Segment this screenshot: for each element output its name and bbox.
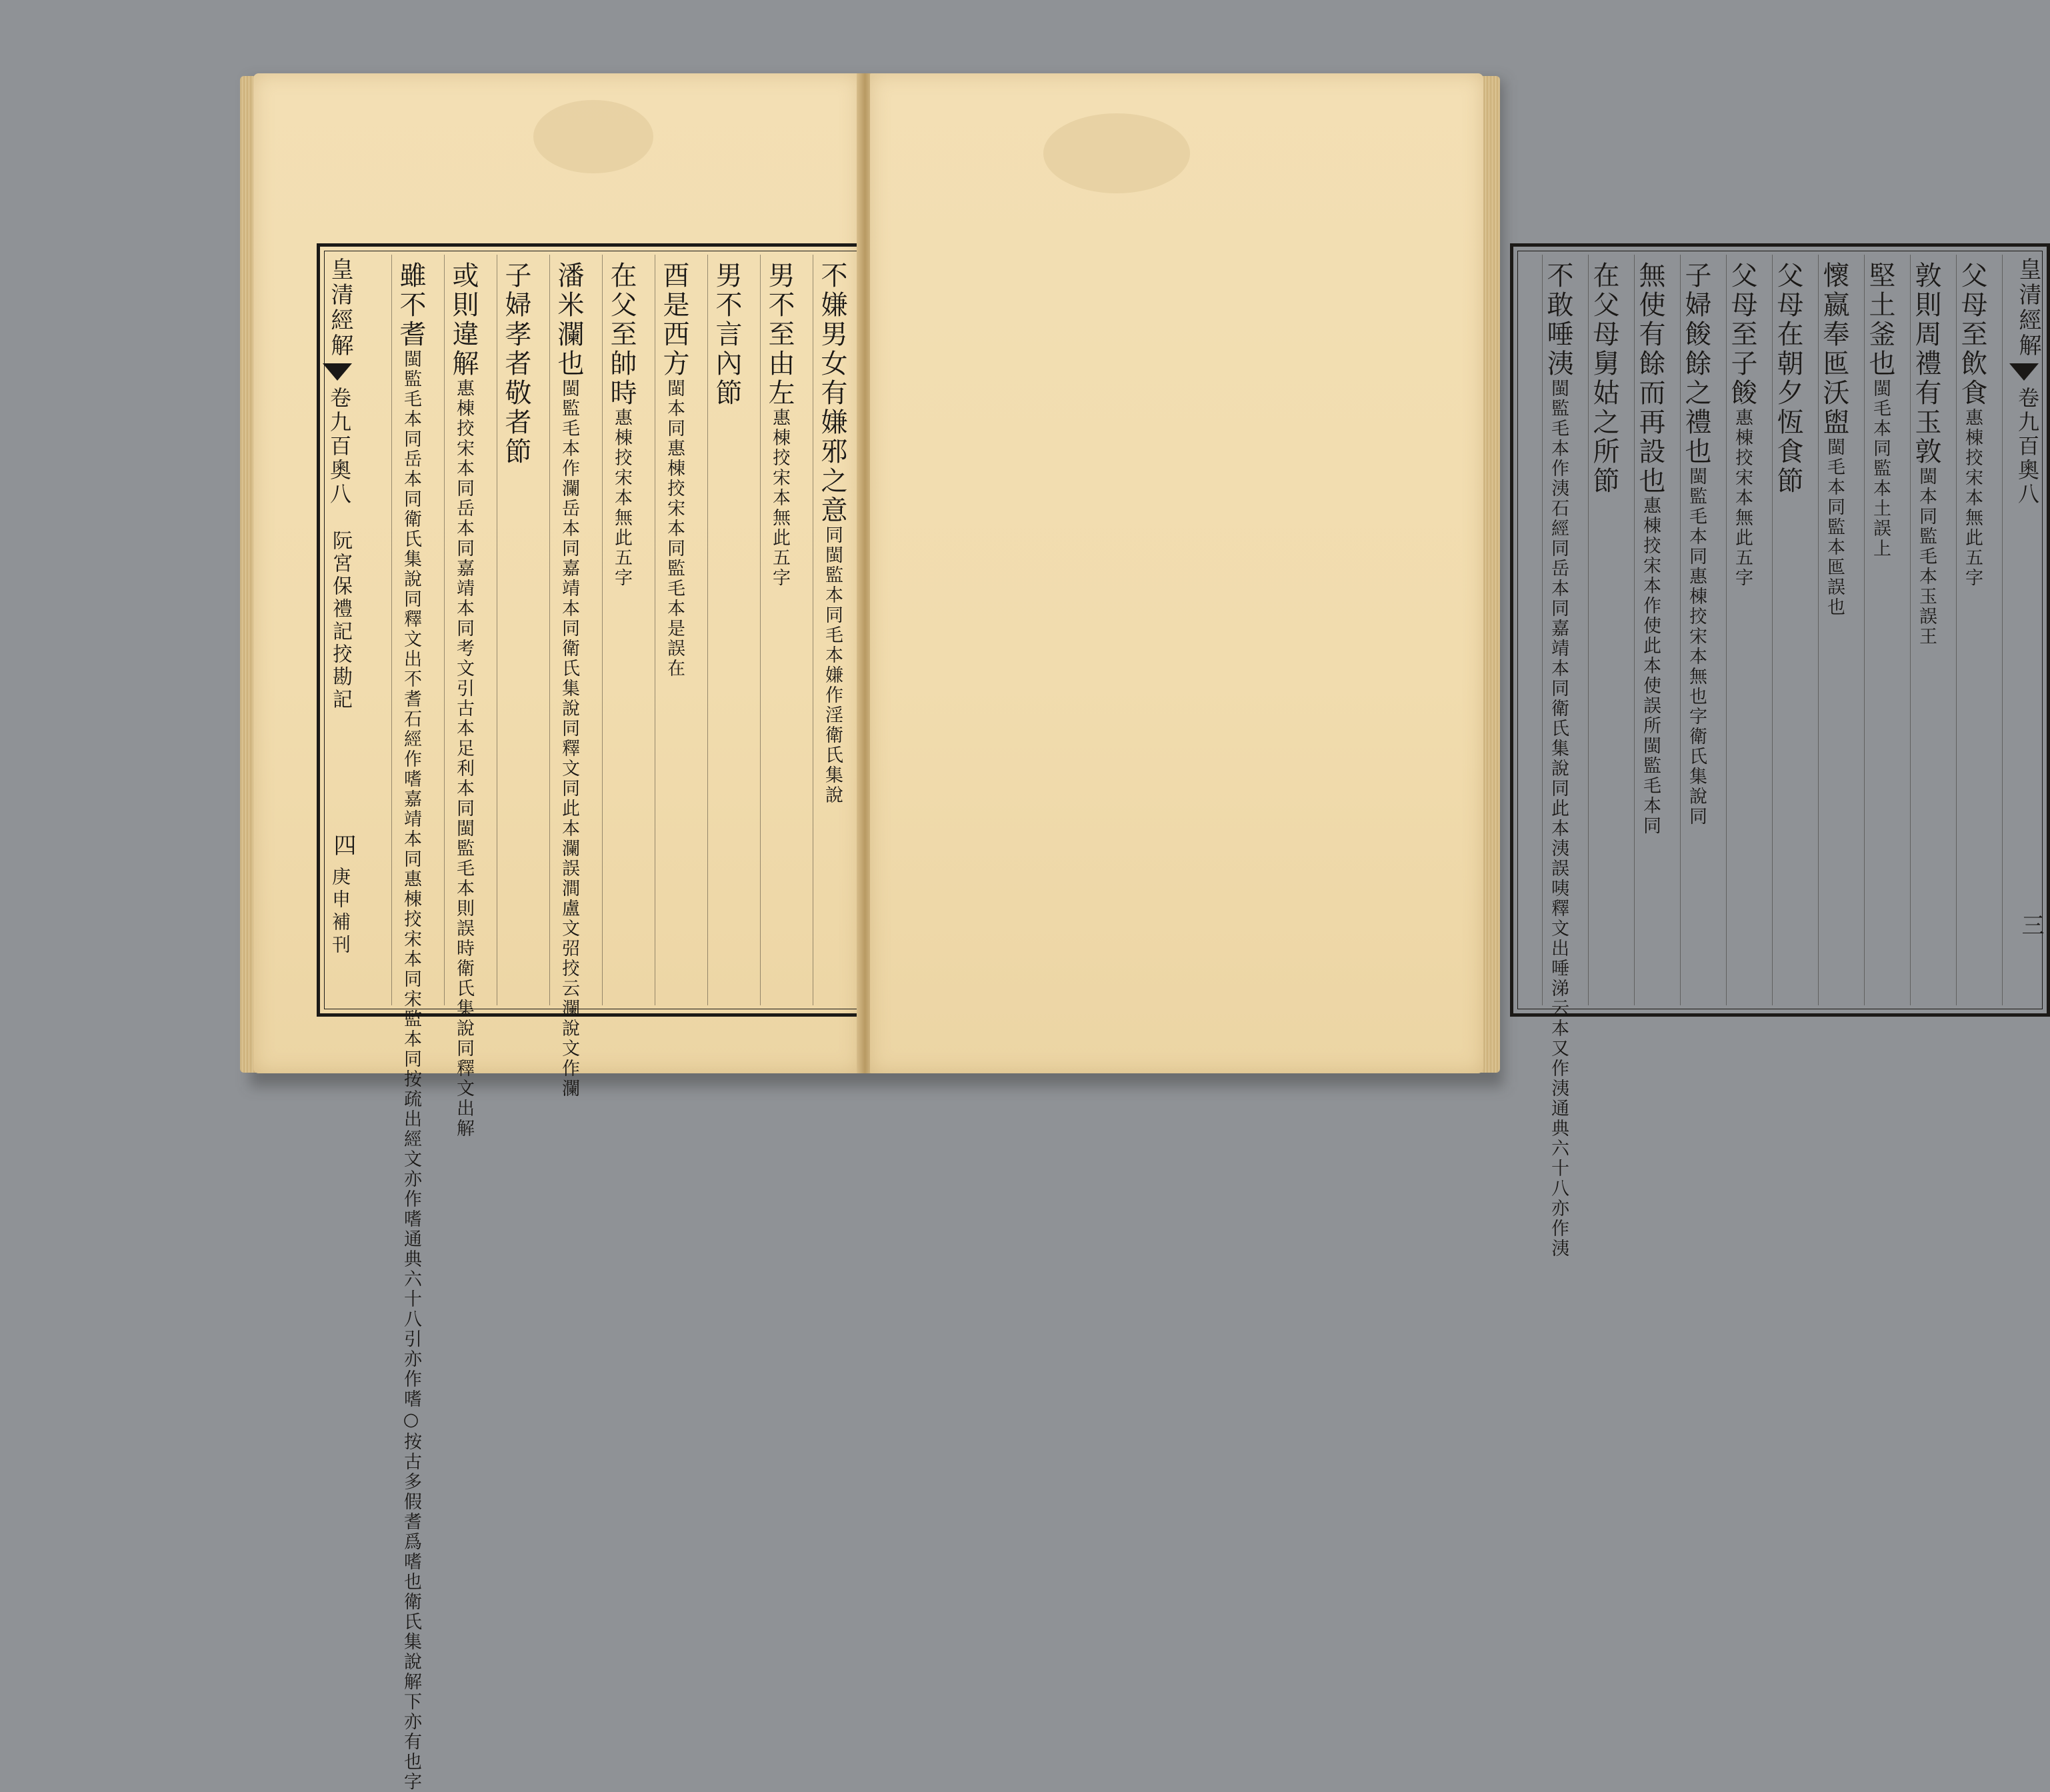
text-column [713,261,740,408]
right-page-frame [1510,243,2050,1259]
column-rule [2002,255,2003,1005]
main-text: 堅土釜也 [1865,261,1895,379]
commentary-text: 閩毛本同監本匜誤也 [1824,437,1845,617]
paper-stain [1043,113,1190,193]
main-text: 子婦孝者敬者節 [501,261,531,467]
main-text: 在父母舅姑之所節 [1589,261,1619,496]
main-text: 父母在朝夕恆食節 [1773,261,1803,496]
commentary-text: 同閩監本同毛本嫌作淫衛氏集說 [822,525,843,805]
column-rule [602,255,603,1005]
commentary-text: 惠棟挍宋本無此五字 [1732,408,1753,588]
main-text: 或則違解 [448,261,479,379]
main-text: 子婦餕餘之禮也 [1681,261,1711,467]
text-column [1867,261,1893,559]
text-column [1775,261,1801,496]
right-page [870,73,2044,1259]
main-text: 懷嬴奉匜沃盥 [1819,261,1849,437]
text-column [1591,261,1617,496]
left-author: 阮宮保禮記挍勘記 [329,530,352,711]
text-column [766,261,793,588]
text-column [1543,261,1573,1259]
commentary-text: 閩監毛本作洟石經同岳本同嘉靖本同衛氏集說同此本洟誤咦釋文出唾涕云本又作洟通典六十八亦作洟 [1548,379,1569,1259]
left-page-frame [317,243,867,1792]
main-text: 潘米瀾也 [553,261,584,379]
column-rule [391,255,392,1005]
text-column [819,261,845,805]
text-column [448,261,479,1139]
main-text: 敦則周禮有玉敦 [1911,261,1941,467]
open-book [240,67,2044,1792]
text-column [1637,261,1663,836]
right-folio: 三 [2017,913,2044,940]
main-text: 酉是西方 [659,261,689,379]
commentary-text: 閩本同惠棟挍宋本同監毛本是誤在 [664,379,685,679]
commentary-text: 閩本同監毛本玉誤王 [1916,467,1937,647]
column-rule [444,255,445,1005]
column-rule [707,255,708,1005]
text-column [503,261,529,467]
left-fish-tail [323,363,352,381]
text-column [553,261,584,1099]
commentary-text: 閩監毛本同岳本同衛氏集說同釋文出不耆石經作嗜嘉靖本同惠棟挍宋本同宋監本同按疏出經文亦作嗜通典六十八引亦作嗜○按古多假耆爲嗜也衛氏集說解下亦有也字 [401,349,421,1792]
column-rule [760,255,761,1005]
main-text: 雖不耆 [395,261,426,349]
main-text: 男不言內節 [711,261,742,408]
commentary-text: 惠棟挍宋本作使此本使誤所閩監毛本同 [1640,496,1661,836]
paper-stain [533,100,653,173]
main-text: 不敢唾洟 [1543,261,1573,379]
main-text: 不嫌男女有嫌邪之意 [817,261,847,525]
right-fish-tail [2009,363,2039,381]
text-column [1913,261,1939,647]
left-page [253,73,860,1792]
commentary-text: 惠棟挍宋本無此五字 [611,408,632,588]
text-column [1821,261,1847,617]
commentary-text: 閩監毛本同惠棟挍宋本無也字衛氏集說同 [1686,467,1707,827]
column-rule [549,255,550,1005]
text-column [608,261,635,588]
left-folio: 四 [329,833,356,860]
main-text: 在父至帥時 [606,261,637,408]
main-text: 父母至子餕 [1727,261,1757,408]
commentary-text: 閩監毛本作瀾岳本同嘉靖本同衛氏集說同釋文同此本瀾誤澗盧文弨挍云瀾說文作瀾 [559,379,579,1099]
commentary-text: 惠棟挍宋本無此五字 [1962,408,1983,588]
left-printing-note: 庚申補刊 [329,867,351,957]
text-column [1959,261,1985,588]
text-column [661,261,687,679]
right-running-head: 皇清經解 [2015,257,2041,359]
right-chapter: 卷九百奧八 [2015,387,2040,507]
commentary-text: 閩毛本同監本土誤上 [1870,379,1891,559]
main-text: 無使有餘而再設也 [1635,261,1665,496]
left-running-head: 皇清經解 [327,257,353,359]
left-chapter: 卷九百奧八 [327,387,352,507]
main-text: 男不至由左 [764,261,795,408]
commentary-text: 惠棟挍宋本無此五字 [769,408,790,588]
main-text: 父母至飲食 [1957,261,1987,408]
text-column [1729,261,1755,588]
text-column [1683,261,1709,827]
text-column [395,261,426,1792]
commentary-text: 惠棟挍宋本同岳本同嘉靖本同考文引古本足利本同閩監毛本則誤時衛氏集說同釋文出解 [453,379,474,1139]
